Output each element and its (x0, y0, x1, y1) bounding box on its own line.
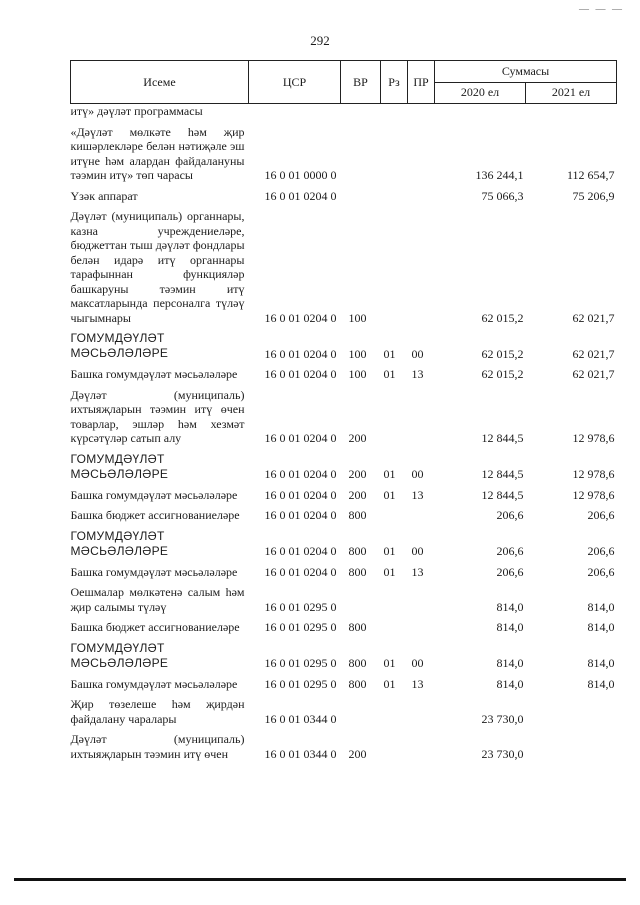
row-rz (381, 508, 408, 523)
row-pr (408, 104, 435, 119)
table-row (71, 697, 617, 726)
row-amount-2020: 12 844,5 (481, 431, 524, 445)
row-vr: 800 (348, 564, 367, 579)
row-amount-2021: 62 021,7 (572, 310, 615, 325)
top-marks: — — — (579, 4, 624, 15)
row-name: Дәүләт (муниципаль) органнары, казна учреждениеләре, бюджеттан тыш дәүләт фондлары белән идарә итү органнары тарафыннан функцияләр башкаруны тәэмин итү максатларында персоналга түләү чыгымнары (70, 209, 245, 325)
row-csr: 16 0 01 0204 0 (264, 367, 337, 381)
row-pr (408, 508, 435, 523)
row-csr: 16 0 01 0204 0 (264, 188, 337, 203)
row-amount-2020: 12 844,5 (481, 467, 524, 481)
row-amount-2020: 814,0 (496, 656, 524, 670)
row-vr (341, 189, 381, 204)
table-row (71, 529, 617, 559)
header-csr: ЦСР (249, 61, 341, 104)
table-row (71, 620, 617, 635)
row-amount-2021 (526, 732, 617, 761)
row-pr: 00 (411, 544, 424, 558)
row-csr: 16 0 01 0000 0 (264, 168, 337, 182)
row-name: Җир төзелеше һәм җирдән файдалану чаралары (70, 697, 245, 726)
row-csr: 16 0 01 0295 0 (264, 599, 337, 614)
row-amount-2021: 12 978,6 (572, 467, 615, 481)
row-rz: 01 (383, 367, 396, 381)
row-rz (381, 585, 408, 614)
header-year-2020: 2020 ел (435, 82, 526, 104)
table-row (71, 209, 617, 325)
row-amount-2020: 814,0 (496, 620, 524, 634)
row-amount-2020: 206,6 (496, 564, 524, 579)
row-pr: 00 (411, 656, 424, 670)
row-amount-2020: 62 015,2 (481, 310, 524, 325)
row-vr: 800 (348, 656, 367, 670)
table-row (71, 488, 617, 503)
row-csr: 16 0 01 0295 0 (264, 620, 337, 634)
row-vr (341, 125, 381, 183)
row-amount-2021: 75 206,9 (572, 188, 615, 203)
row-name: итү» дәүләт программасы (70, 104, 203, 118)
row-amount-2020: 814,0 (496, 599, 524, 614)
row-rz (381, 209, 408, 325)
row-pr (408, 585, 435, 614)
row-rz (381, 388, 408, 446)
header-sum: Суммасы (435, 61, 617, 83)
row-amount-2020: 23 730,0 (481, 746, 524, 761)
header-rz: Рз (381, 61, 408, 104)
row-rz: 01 (383, 467, 396, 481)
row-csr: 16 0 01 0204 0 (264, 544, 337, 558)
row-csr: 16 0 01 0204 0 (264, 564, 337, 579)
row-rz (381, 125, 408, 183)
row-rz: 01 (383, 544, 396, 558)
budget-table (70, 60, 617, 761)
row-vr: 100 (348, 367, 367, 381)
row-vr: 800 (348, 544, 367, 558)
row-amount-2020: 62 015,2 (481, 346, 524, 361)
header-vr: ВР (341, 61, 381, 104)
row-csr: 16 0 01 0204 0 (264, 310, 337, 325)
row-vr: 200 (348, 431, 367, 445)
row-amount-2021: 814,0 (587, 620, 615, 634)
table-row (71, 104, 617, 119)
row-amount-2020: 75 066,3 (481, 188, 524, 203)
row-rz: 01 (383, 676, 396, 691)
row-pr: 13 (411, 564, 424, 579)
row-pr (408, 209, 435, 325)
row-csr: 16 0 01 0204 0 (264, 487, 337, 502)
table-row (71, 125, 617, 183)
row-amount-2020 (435, 104, 526, 119)
row-pr (408, 620, 435, 635)
row-amount-2021 (526, 697, 617, 726)
row-name: «Дәүләт мөлкәте һәм җир кишәрлекләре белән нәтиҗәле эш итүне һәм алардан файдалануны тәэмин итү» төп чарасы (70, 124, 245, 182)
row-vr: 800 (348, 676, 367, 691)
row-pr (408, 732, 435, 761)
row-vr: 200 (348, 487, 367, 502)
row-name: Башка бюджет ассигнованиеләре (70, 508, 240, 522)
table-row (71, 585, 617, 614)
table-row (71, 508, 617, 523)
table-row (71, 452, 617, 482)
row-amount-2021: 112 654,7 (566, 168, 615, 182)
table-row (71, 331, 617, 361)
row-vr: 100 (348, 310, 367, 325)
header-year-2021: 2021 ел (526, 82, 617, 104)
row-amount-2021: 62 021,7 (572, 346, 615, 361)
row-amount-2020: 12 844,5 (481, 487, 524, 502)
row-vr: 200 (348, 746, 367, 761)
row-rz (381, 620, 408, 635)
row-name: Үзәк аппарат (70, 188, 138, 203)
table-row (71, 565, 617, 580)
row-pr (408, 125, 435, 183)
table-header (71, 61, 617, 104)
row-csr: 16 0 01 0344 0 (264, 711, 337, 726)
row-pr (408, 388, 435, 446)
header-name: Исеме (71, 61, 249, 104)
row-vr: 800 (348, 620, 367, 634)
row-amount-2020: 23 730,0 (481, 711, 524, 726)
table-row (71, 732, 617, 761)
row-amount-2021: 814,0 (587, 656, 615, 670)
row-name: ГОМУМДӘҮЛӘТ МӘСЬӘЛӘЛӘРЕ (70, 451, 169, 481)
row-pr (408, 697, 435, 726)
row-amount-2021: 62 021,7 (572, 367, 615, 381)
row-pr: 13 (411, 487, 424, 502)
row-rz (381, 697, 408, 726)
row-amount-2021: 12 978,6 (572, 431, 615, 445)
row-amount-2021: 12 978,6 (572, 487, 615, 502)
row-csr: 16 0 01 0204 0 (264, 467, 337, 481)
page-number: 292 (310, 33, 330, 48)
row-amount-2020: 62 015,2 (481, 367, 524, 381)
row-rz (381, 189, 408, 204)
row-csr: 16 0 01 0204 0 (264, 508, 337, 522)
table-row (71, 641, 617, 671)
row-vr: 800 (348, 508, 367, 522)
row-pr (408, 189, 435, 204)
row-name: Башка гомумдәүләт мәсьәләләре (70, 676, 238, 691)
row-csr: 16 0 01 0295 0 (264, 656, 337, 670)
row-rz (381, 732, 408, 761)
row-csr: 16 0 01 0344 0 (264, 746, 337, 761)
row-name: Оешмалар мөлкәтенә салым һәм җир салымы түләү (70, 585, 245, 614)
row-amount-2021 (526, 104, 617, 119)
row-rz: 01 (383, 656, 396, 670)
row-rz (381, 104, 408, 119)
row-name: ГОМУМДӘҮЛӘТ МӘСЬӘЛӘЛӘРЕ (70, 331, 169, 360)
row-amount-2021: 814,0 (587, 676, 615, 691)
row-rz: 01 (383, 346, 396, 361)
row-name: ГОМУМДӘҮЛӘТ МӘСЬӘЛӘЛӘРЕ (70, 528, 169, 558)
row-vr (341, 104, 381, 119)
header-pr: ПР (408, 61, 435, 104)
row-name: Дәүләт (муниципаль) ихтыяҗларын тәэмин итү өчен товарлар, эшләр һәм хезмәт күрсәтүләр сатып алу (70, 387, 245, 445)
row-amount-2020: 136 244,1 (475, 168, 524, 182)
row-amount-2021: 206,6 (587, 508, 615, 522)
row-name: Дәүләт (муниципаль) ихтыяҗларын тәэмин итү өчен (70, 732, 245, 761)
row-name: Башка гомумдәүләт мәсьәләләре (70, 367, 238, 381)
row-vr: 100 (348, 346, 367, 361)
row-amount-2020: 206,6 (496, 508, 524, 522)
table-row (71, 388, 617, 446)
row-name: ГОМУМДӘҮЛӘТ МӘСЬӘЛӘЛӘРЕ (70, 640, 169, 670)
table-row (71, 367, 617, 382)
row-vr (341, 697, 381, 726)
row-vr: 200 (348, 467, 367, 481)
row-pr: 13 (411, 367, 424, 381)
row-amount-2021: 206,6 (587, 544, 615, 558)
row-csr: 16 0 01 0204 0 (264, 346, 337, 361)
row-name: Башка гомумдәүләт мәсьәләләре (70, 487, 238, 502)
row-amount-2020: 814,0 (496, 676, 524, 691)
table-row (71, 189, 617, 204)
row-pr: 00 (411, 346, 424, 361)
row-csr: 16 0 01 0295 0 (264, 676, 337, 691)
row-rz: 01 (383, 564, 396, 579)
row-csr: 16 0 01 0204 0 (264, 431, 337, 445)
row-rz: 01 (383, 487, 396, 502)
table-body (71, 104, 617, 762)
row-pr: 00 (411, 467, 424, 481)
row-amount-2021: 206,6 (587, 564, 615, 579)
row-vr (341, 585, 381, 614)
row-amount-2020: 206,6 (496, 544, 524, 558)
row-name: Башка бюджет ассигнованиеләре (70, 620, 240, 634)
bottom-rule (14, 878, 626, 881)
row-pr: 13 (411, 676, 424, 691)
table-row (71, 677, 617, 692)
row-name: Башка гомумдәүләт мәсьәләләре (70, 564, 238, 579)
row-csr (249, 104, 341, 119)
row-amount-2021: 814,0 (587, 599, 615, 614)
